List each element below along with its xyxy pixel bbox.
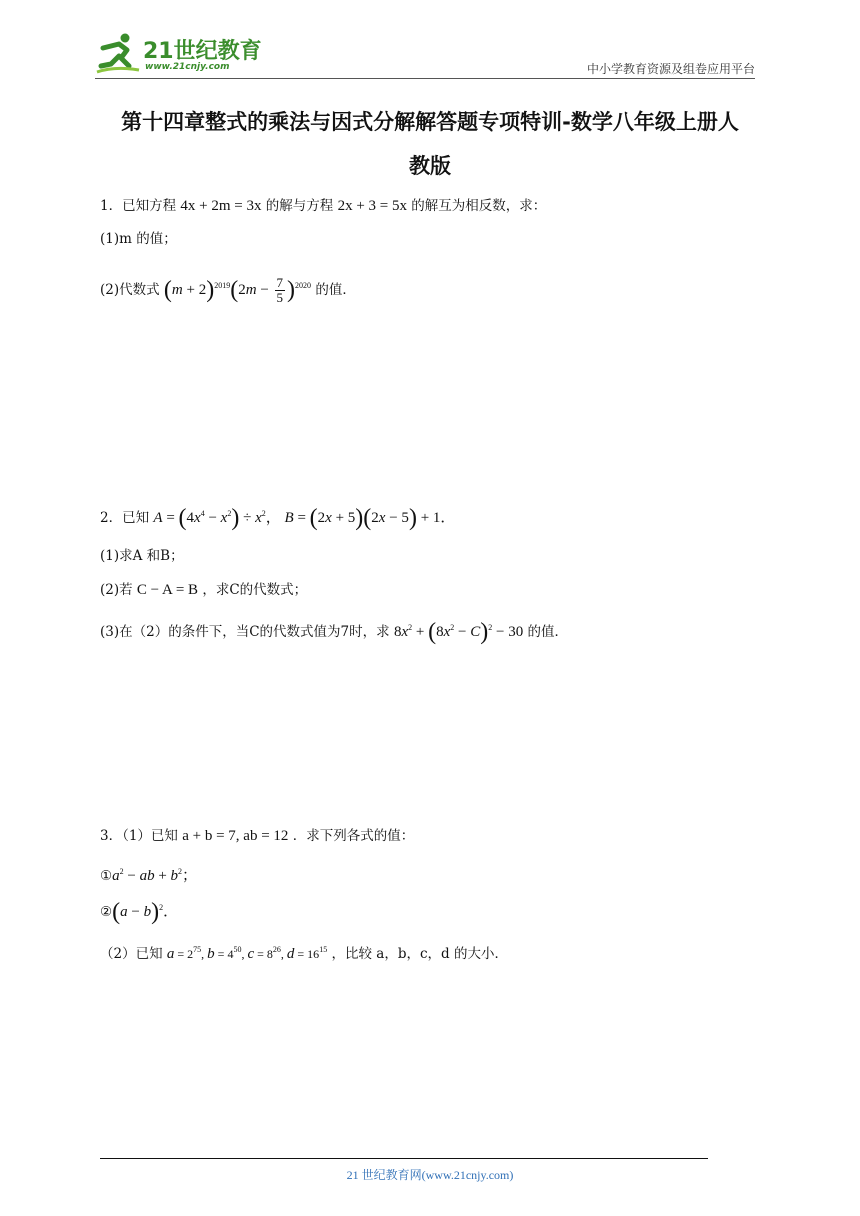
logo-url: www.21cnjy.com [145, 62, 230, 72]
title-line-1: 第十四章整式的乘法与因式分解解答题专项特训-数学八年级上册人 [121, 110, 739, 134]
q1-p2-suffix: 的值． [315, 282, 356, 298]
q2-stem-prefix: 2．已知 [100, 510, 150, 526]
q3-item-1-mark: ① [100, 868, 113, 884]
question-3-stem [100, 826, 414, 846]
q3-stem-suffix: ．求下列各式的值： [292, 828, 415, 844]
q2-definition: $A = (4x^4 - x^2) \div x^2$， B = (2x + 5)(2x − 5) + 1． [153, 505, 456, 531]
q2-p2-suffix: ，求C的代数式； [202, 582, 308, 598]
q1-fraction-denominator: 5 [276, 290, 284, 306]
q1-stem-mid: 的解与方程 [265, 198, 334, 214]
question-1-stem [100, 196, 546, 216]
question-3-item-1 [100, 862, 197, 886]
q3-item-1-expression: $a^2$ − ab + $b^2$； [112, 867, 198, 884]
q1-fraction-numerator: 7 [276, 275, 284, 291]
q3-p2-suffix: ，比较 a，b，c，d 的大小． [331, 946, 508, 962]
question-1-part-2 [100, 276, 356, 305]
q3-item-2-expression: $(a - b)^2$． [112, 899, 179, 925]
question-3-part-2 [100, 940, 508, 964]
header-divider [95, 78, 755, 79]
question-2-stem [100, 504, 456, 531]
runner-logo-icon [95, 32, 141, 76]
footer-text: 21 世纪教育网(www.21cnjy.com) [346, 1168, 514, 1182]
q3-item-2-mark: ② [100, 904, 113, 920]
q1-stem-suffix: 的解互为相反数，求： [411, 198, 547, 214]
q3-p2-prefix: （2）已知 [100, 946, 163, 962]
q1-equation-2: 2x + 3 = 5x [337, 198, 407, 214]
header-platform-name: 中小学教育资源及组卷应用平台 [586, 62, 755, 76]
q1-p2-prefix: (2)代数式 [100, 282, 160, 298]
q2-p2-equation: C − A = B [136, 582, 199, 598]
document-title [95, 100, 765, 188]
logo [95, 32, 275, 76]
question-2-part-2 [100, 580, 307, 600]
q3-p2-values: $a = 2^{75}$, $b = 4^{50}$, $c = 8^{26}$, $d = 16^{15}$ [166, 945, 328, 962]
question-3-item-2 [100, 898, 179, 925]
question-1-part-1: (1)m 的值； [100, 231, 177, 247]
page-header [95, 30, 755, 80]
question-2-part-3 [100, 618, 568, 645]
q3-stem-prefix: 3．（1）已知 [100, 828, 178, 844]
q1-stem-prefix: 1．已知方程 [100, 198, 177, 214]
q1-exponent-2: 2020 [295, 281, 312, 290]
q1-p2-expression: $(m + 2)^{2019}(2m$ − $\frac{7}{5}$ )$^{2020}$ [163, 275, 312, 306]
logo-text: 21世纪教育 [143, 39, 262, 64]
q2-p3-expression: $8x^2 + (8x^2 - C)^2 - 30$ [393, 619, 524, 645]
q2-p3-suffix: 的值． [527, 624, 568, 640]
q2-p2-prefix: (2)若 [100, 582, 133, 598]
q1-fraction [275, 276, 286, 305]
q3-condition: a + b = 7, ab = 12 [182, 828, 289, 844]
q1-equation-1: 4x + 2m = 3x [180, 198, 262, 214]
title-line-2: 教版 [409, 154, 451, 178]
q1-exponent-1: 2019 [214, 281, 231, 290]
question-2-part-1: (1)求A 和B； [100, 548, 184, 564]
q2-p3-prefix: (3)在（2）的条件下，当C的代数式值为7时，求 [100, 624, 390, 640]
footer-divider [100, 1158, 708, 1159]
